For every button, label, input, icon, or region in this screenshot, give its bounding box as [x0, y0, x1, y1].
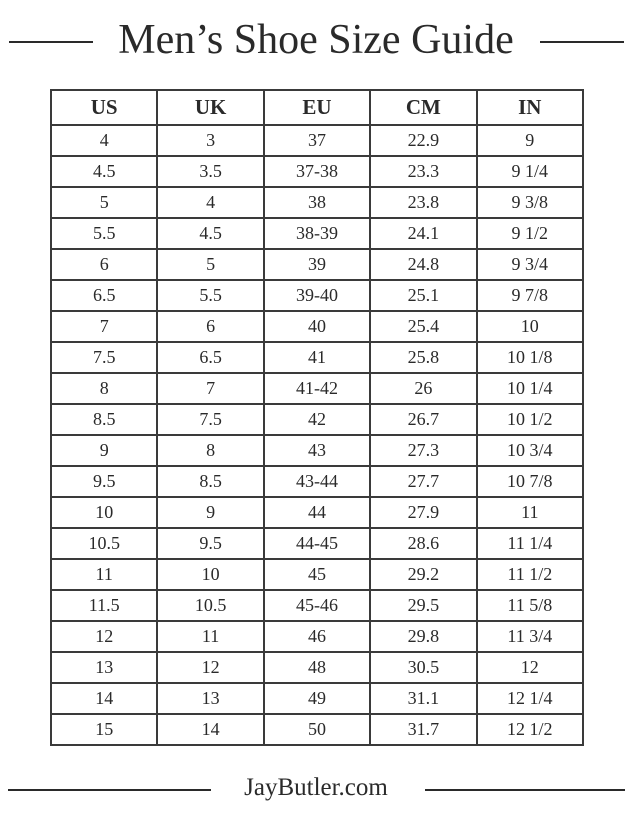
- table-row: [51, 342, 583, 373]
- cell-in: 10 1/4: [477, 373, 583, 404]
- cell-cm: 24.1: [370, 218, 476, 249]
- cell-cm: 25.8: [370, 342, 476, 373]
- cell-us: 8: [51, 373, 157, 404]
- table-row: [51, 528, 583, 559]
- column-header-uk: UK: [157, 90, 263, 125]
- table-row: [51, 156, 583, 187]
- cell-in: 10 1/2: [477, 404, 583, 435]
- cell-eu: 41: [264, 342, 370, 373]
- cell-in: 12 1/4: [477, 683, 583, 714]
- column-header-in: IN: [477, 90, 583, 125]
- cell-eu: 50: [264, 714, 370, 745]
- footer-row: [0, 770, 632, 806]
- table-row: [51, 559, 583, 590]
- cell-us: 10: [51, 497, 157, 528]
- table-row: [51, 218, 583, 249]
- title-row: [0, 14, 632, 66]
- cell-in: 12 1/2: [477, 714, 583, 745]
- cell-cm: 29.2: [370, 559, 476, 590]
- cell-eu: 44: [264, 497, 370, 528]
- cell-cm: 26.7: [370, 404, 476, 435]
- cell-eu: 38-39: [264, 218, 370, 249]
- cell-eu: 42: [264, 404, 370, 435]
- title-rule-right: [540, 41, 624, 43]
- cell-eu: 38: [264, 187, 370, 218]
- cell-in: 9 3/4: [477, 249, 583, 280]
- cell-us: 7.5: [51, 342, 157, 373]
- cell-in: 11 1/4: [477, 528, 583, 559]
- cell-cm: 25.4: [370, 311, 476, 342]
- cell-eu: 37: [264, 125, 370, 156]
- cell-us: 4: [51, 125, 157, 156]
- cell-uk: 3: [157, 125, 263, 156]
- cell-cm: 25.1: [370, 280, 476, 311]
- cell-in: 12: [477, 652, 583, 683]
- cell-cm: 27.3: [370, 435, 476, 466]
- cell-us: 14: [51, 683, 157, 714]
- table-row: [51, 311, 583, 342]
- cell-eu: 39-40: [264, 280, 370, 311]
- table-row: [51, 373, 583, 404]
- table-row: [51, 714, 583, 745]
- table-header-row: [51, 90, 583, 125]
- cell-uk: 3.5: [157, 156, 263, 187]
- cell-in: 11: [477, 497, 583, 528]
- table-row: [51, 497, 583, 528]
- cell-uk: 14: [157, 714, 263, 745]
- cell-uk: 8: [157, 435, 263, 466]
- cell-eu: 40: [264, 311, 370, 342]
- table-body: [51, 125, 583, 745]
- cell-us: 10.5: [51, 528, 157, 559]
- cell-in: 9 7/8: [477, 280, 583, 311]
- cell-in: 9 1/4: [477, 156, 583, 187]
- cell-in: 10 1/8: [477, 342, 583, 373]
- table-row: [51, 652, 583, 683]
- column-header-eu: EU: [264, 90, 370, 125]
- cell-us: 13: [51, 652, 157, 683]
- column-header-us: US: [51, 90, 157, 125]
- cell-in: 11 1/2: [477, 559, 583, 590]
- cell-in: 9: [477, 125, 583, 156]
- site-credit: JayButler.com: [244, 774, 388, 801]
- cell-eu: 44-45: [264, 528, 370, 559]
- cell-uk: 8.5: [157, 466, 263, 497]
- cell-cm: 27.7: [370, 466, 476, 497]
- cell-uk: 11: [157, 621, 263, 652]
- cell-eu: 48: [264, 652, 370, 683]
- cell-eu: 43: [264, 435, 370, 466]
- cell-cm: 31.7: [370, 714, 476, 745]
- cell-us: 15: [51, 714, 157, 745]
- cell-uk: 13: [157, 683, 263, 714]
- table-row: [51, 590, 583, 621]
- cell-cm: 29.5: [370, 590, 476, 621]
- cell-us: 11: [51, 559, 157, 590]
- cell-us: 12: [51, 621, 157, 652]
- cell-eu: 49: [264, 683, 370, 714]
- cell-uk: 7: [157, 373, 263, 404]
- cell-cm: 27.9: [370, 497, 476, 528]
- cell-us: 5.5: [51, 218, 157, 249]
- cell-cm: 23.3: [370, 156, 476, 187]
- cell-uk: 10.5: [157, 590, 263, 621]
- table-row: [51, 249, 583, 280]
- cell-cm: 24.8: [370, 249, 476, 280]
- cell-eu: 46: [264, 621, 370, 652]
- cell-in: 10: [477, 311, 583, 342]
- page-title: Men’s Shoe Size Guide: [118, 17, 514, 63]
- table-row: [51, 187, 583, 218]
- cell-eu: 45-46: [264, 590, 370, 621]
- table-row: [51, 404, 583, 435]
- cell-us: 9.5: [51, 466, 157, 497]
- cell-us: 8.5: [51, 404, 157, 435]
- cell-uk: 4.5: [157, 218, 263, 249]
- table-row: [51, 683, 583, 714]
- table-row: [51, 621, 583, 652]
- cell-uk: 6.5: [157, 342, 263, 373]
- cell-in: 9 1/2: [477, 218, 583, 249]
- cell-eu: 37-38: [264, 156, 370, 187]
- cell-eu: 45: [264, 559, 370, 590]
- table-row: [51, 125, 583, 156]
- cell-us: 11.5: [51, 590, 157, 621]
- cell-uk: 10: [157, 559, 263, 590]
- cell-in: 11 3/4: [477, 621, 583, 652]
- cell-uk: 6: [157, 311, 263, 342]
- cell-uk: 4: [157, 187, 263, 218]
- cell-cm: 26: [370, 373, 476, 404]
- cell-uk: 7.5: [157, 404, 263, 435]
- cell-uk: 12: [157, 652, 263, 683]
- table-row: [51, 435, 583, 466]
- cell-in: 10 3/4: [477, 435, 583, 466]
- cell-us: 6: [51, 249, 157, 280]
- cell-in: 10 7/8: [477, 466, 583, 497]
- cell-us: 4.5: [51, 156, 157, 187]
- cell-eu: 43-44: [264, 466, 370, 497]
- cell-us: 9: [51, 435, 157, 466]
- cell-uk: 9: [157, 497, 263, 528]
- cell-us: 7: [51, 311, 157, 342]
- cell-cm: 30.5: [370, 652, 476, 683]
- cell-in: 11 5/8: [477, 590, 583, 621]
- cell-uk: 9.5: [157, 528, 263, 559]
- cell-eu: 41-42: [264, 373, 370, 404]
- column-header-cm: CM: [370, 90, 476, 125]
- cell-us: 5: [51, 187, 157, 218]
- table-row: [51, 466, 583, 497]
- cell-cm: 31.1: [370, 683, 476, 714]
- table-row: [51, 280, 583, 311]
- size-table: [50, 89, 584, 746]
- cell-cm: 28.6: [370, 528, 476, 559]
- footer-rule-right: [425, 789, 625, 791]
- cell-us: 6.5: [51, 280, 157, 311]
- cell-cm: 29.8: [370, 621, 476, 652]
- cell-cm: 23.8: [370, 187, 476, 218]
- cell-cm: 22.9: [370, 125, 476, 156]
- cell-uk: 5: [157, 249, 263, 280]
- cell-in: 9 3/8: [477, 187, 583, 218]
- cell-eu: 39: [264, 249, 370, 280]
- cell-uk: 5.5: [157, 280, 263, 311]
